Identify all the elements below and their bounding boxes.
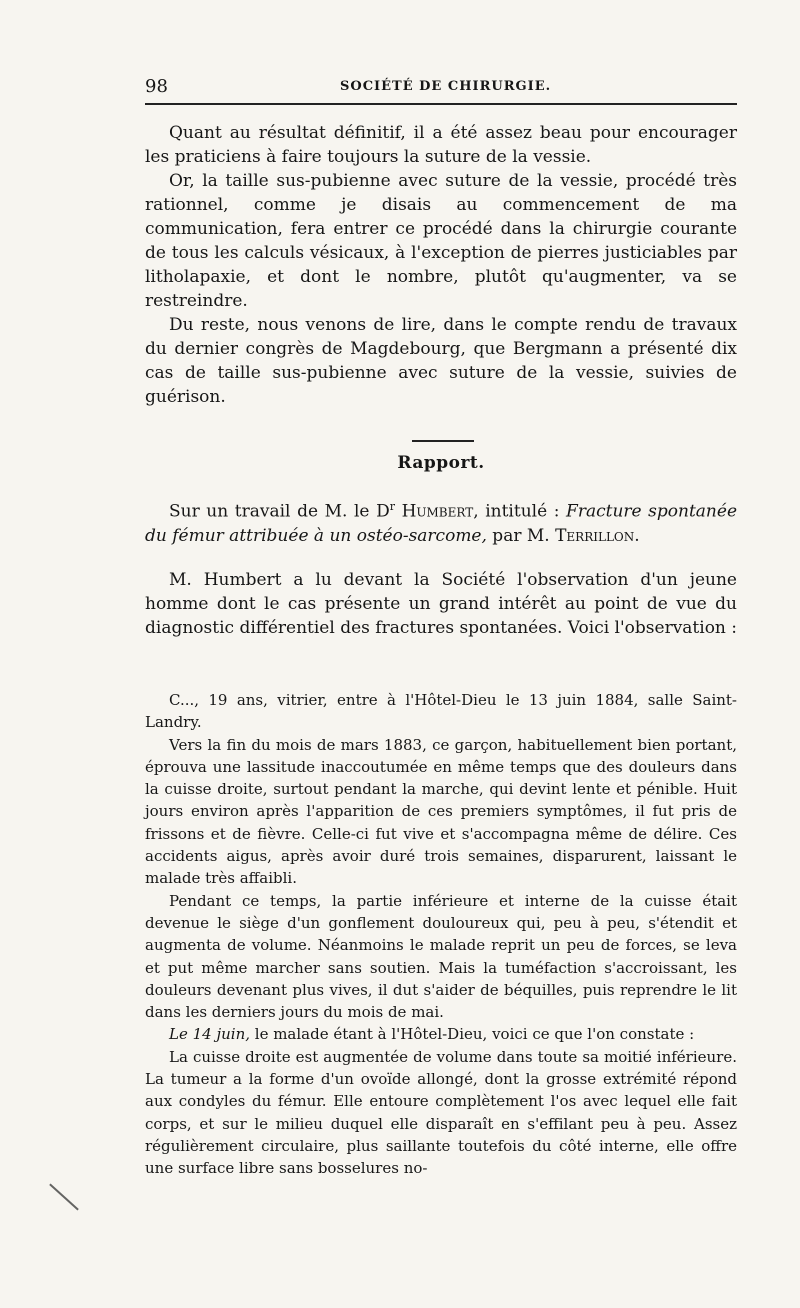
observation-paragraph-1: C..., 19 ans, vitrier, entre à l'Hôtel-Dieu le 13 juin 1884, salle Saint-Landry.: [145, 691, 737, 732]
report-title-prefix: Sur un travail de M. le D: [169, 501, 390, 522]
header-rule: [145, 103, 737, 105]
work-title: Fracture spontanée du fémur attribuée à un ostéo-sarcome,: [145, 501, 738, 546]
page-number: 98: [145, 76, 168, 97]
doctor-superscript: r: [389, 500, 395, 513]
report-intro: [145, 568, 737, 640]
report-title-intitule: , intitulé :: [473, 501, 567, 522]
author-name: Humbert: [401, 501, 474, 522]
observation-text: [145, 689, 737, 1180]
report-intro-paragraph: M. Humbert a lu devant la Société l'observation d'un jeune homme dont le cas présente un grand intérêt au point de vue du diagnostic différentiel des fractures spontanées. Voici l'observation :: [145, 570, 738, 638]
intro-paragraph-2: Or, la taille sus-pubienne avec suture de la vessie, procédé très rationnel, comme je disais au commencement de ma communication, fera entrer ce procédé dans la chirurgie courante de tous les calculs vésicaux, à l'exception de pierres justiciables par litholapaxie, et dont le nombre, plutôt qu'augmenter, va se restreindre.: [145, 171, 737, 311]
observation-paragraph-4: [145, 1023, 737, 1045]
observation-paragraph-5: La cuisse droite est augmentée de volume dans toute sa moitié inférieure. La tumeur a la forme d'un ovoïde allongé, dont la grosse extrémité répond aux condyles du fémur. Elle entoure complètement l'os avec lequel elle fait corps, et sur le milieu duquel elle disparaît en s'effilant peu à peu. Assez régulièrement circulaire, plus saillante toutefois du côté interne, elle offre une surface libre sans bosselures no-: [145, 1047, 737, 1178]
intro-paragraph-1: Quant au résultat définitif, il a été assez beau pour encourager les praticiens à faire toujours la suture de la vessie.: [145, 123, 737, 167]
observation-date: Le 14 juin,: [169, 1025, 250, 1044]
running-title: SOCIÉTÉ DE CHIRURGIE.: [340, 79, 552, 94]
observation-paragraph-3: Pendant ce temps, la partie inférieure et interne de la cuisse était devenue le siège d'un gonflement douloureux qui, peu à peu, s'étendit et augmenta de volume. Néanmoins le malade reprit un peu de forces, se leva et put même marcher sans soutien. Mais la tuméfaction s'accroissant, les douleurs devenant plus vives, il dut s'aider de béquilles, puis reprendre le lit dans les derniers jours du mois de mai.: [145, 891, 737, 1022]
section-title: Rapport.: [397, 453, 485, 473]
report-title: [145, 495, 737, 548]
margin-mark: [49, 1184, 79, 1211]
reporter-name: Terrillon.: [555, 525, 640, 546]
observation-paragraph-2: Vers la fin du mois de mars 1883, ce garçon, habituellement bien portant, éprouva une lassitude inaccoutumée en même temps que des douleurs dans la cuisse droite, surtout pendant la marche, qui devint lente et pénible. Huit jours environ après l'apparition de ces premiers symptômes, il fut pris de frissons et de fièvre. Celle-ci fut vive et s'accompagna même de délire. Ces accidents aigus, après avoir duré trois semaines, disparurent, laissant le malade très affaibli.: [145, 735, 737, 888]
report-title-par: par M.: [486, 525, 556, 546]
observation-paragraph-4-text: le malade étant à l'Hôtel-Dieu, voici ce que l'on constate :: [250, 1025, 695, 1044]
intro-text: [145, 121, 737, 409]
intro-paragraph-3: Du reste, nous venons de lire, dans le compte rendu de travaux du dernier congrès de Magdebourg, que Bergmann a présenté dix cas de taille sus-pubienne avec suture de la vessie, suivies de guérison.: [145, 315, 737, 407]
running-header: [145, 74, 737, 100]
section-separator: [412, 440, 474, 442]
